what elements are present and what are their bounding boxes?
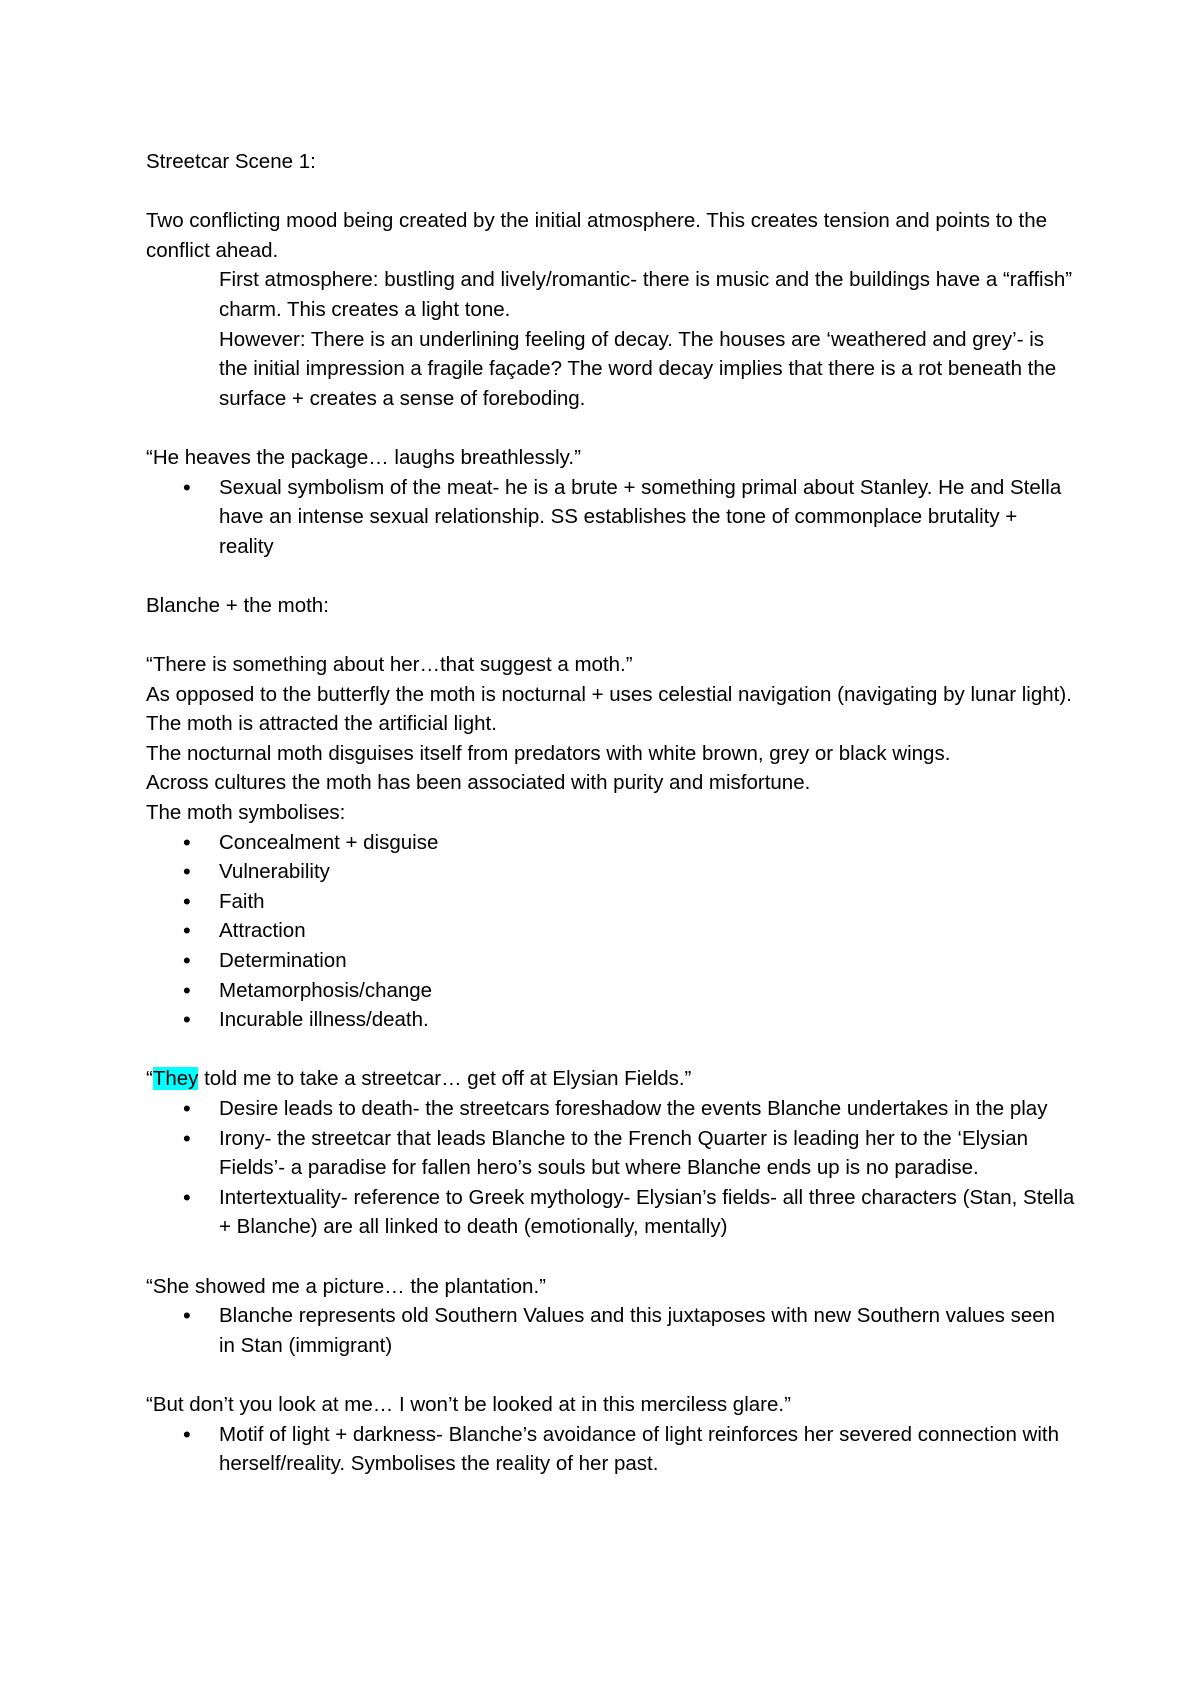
bullet-item: • Motif of light + darkness- Blanche’s avoidance of light reinforces her severed connection with herself/reality. Symbolises the reality of her past. [146, 1420, 1076, 1479]
spacer [146, 1035, 1076, 1065]
bullet-item: • Concealment + disguise [146, 828, 1076, 858]
spacer [146, 561, 1076, 591]
picture-quote: “She showed me a picture… the plantation.” [146, 1274, 546, 1298]
bullet-item: • Irony- the streetcar that leads Blanche to the French Quarter is leading her to the ‘Elysian Fields’- a paradise for fallen hero’s souls but where Blanche ends up is no paradise. [146, 1124, 1076, 1183]
bullet-item: • Intertextuality- reference to Greek mythology- Elysian’s fields- all three characters (Stan, Stella + Blanche) are all linked to death (emotionally, mentally) [146, 1183, 1076, 1242]
bullet-item: • Sexual symbolism of the meat- he is a brute + something primal about Stanley. He and Stella have an intense sexual relationship. SS establishes the tone of commonplace brutality + reality [146, 473, 1076, 562]
moth-line: The moth symbolises: [146, 801, 346, 825]
glare-quote: “But don’t you look at me… I won’t be looked at in this merciless glare.” [146, 1392, 791, 1416]
bullet-item: • Desire leads to death- the streetcars foreshadow the events Blanche undertakes in the play [146, 1094, 1076, 1124]
bullet-item: • Metamorphosis/change [146, 976, 1076, 1006]
quote-rest: told me to take a streetcar… get off at Elysian Fields.” [198, 1067, 692, 1091]
moth-heading: Blanche + the moth: [146, 593, 329, 617]
glare-bullet-list [146, 1420, 1076, 1479]
bullet-item: • Determination [146, 946, 1076, 976]
package-quote: “He heaves the package… laughs breathlessly.” [146, 445, 581, 469]
moth-symbol-list [146, 828, 1076, 1035]
bullet-item: • Incurable illness/death. [146, 1005, 1076, 1035]
highlighted-word: They [152, 1067, 199, 1091]
package-bullet-list [146, 473, 1076, 562]
document-page [146, 147, 1076, 1479]
bullet-item: • Blanche represents old Southern Values and this juxtaposes with new Southern values seen in Stan (immigrant) [146, 1301, 1076, 1360]
first-atmosphere-paragraph: First atmosphere: bustling and lively/romantic- there is music and the buildings have a “raffish” charm. This creates a light tone. [219, 268, 1073, 321]
moth-line: Across cultures the moth has been associated with purity and misfortune. [146, 771, 811, 795]
spacer [146, 1242, 1076, 1272]
quote-open-mark: “ [146, 1067, 153, 1091]
spacer [146, 413, 1076, 443]
bullet-item: • Attraction [146, 916, 1076, 946]
moth-line: As opposed to the butterfly the moth is nocturnal + uses celestial navigation (navigating by lunar light). The moth is attracted the artificial light. [146, 682, 1072, 736]
intro-paragraph: Two conflicting mood being created by the initial atmosphere. This creates tension and points to the conflict ahead. [146, 209, 1048, 262]
streetcar-bullet-list [146, 1094, 1076, 1242]
spacer [146, 1360, 1076, 1390]
bullet-item: • Faith [146, 887, 1076, 917]
streetcar-quote [146, 1064, 1076, 1094]
bullet-item: • Vulnerability [146, 857, 1076, 887]
however-paragraph: However: There is an underlining feeling of decay. The houses are ‘weathered and grey’- is the initial impression a fragile façade? The word decay implies that there is a rot beneath the surface + creates a sense of foreboding. [219, 327, 1057, 410]
document-title: Streetcar Scene 1: [146, 150, 316, 173]
moth-line: The nocturnal moth disguises itself from predators with white brown, grey or black wings. [146, 741, 951, 765]
picture-bullet-list [146, 1301, 1076, 1360]
spacer [146, 177, 1076, 207]
moth-quote: “There is something about her…that suggest a moth.” [146, 653, 633, 677]
spacer [146, 621, 1076, 651]
